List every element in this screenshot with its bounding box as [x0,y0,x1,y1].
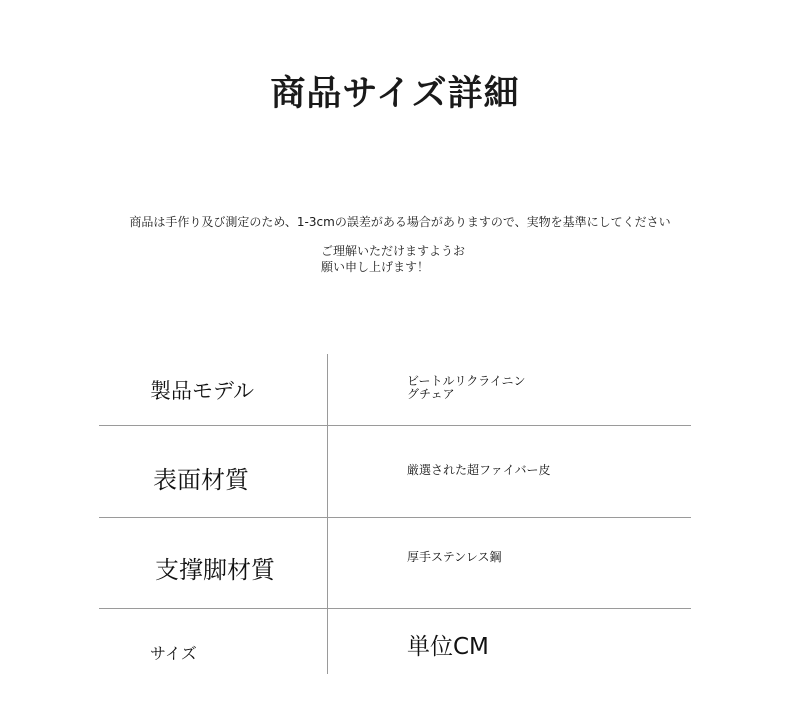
row-divider [99,425,691,426]
row-divider [99,608,691,609]
spec-value-leg-material: 厚手ステンレス鋼 [407,550,502,564]
spec-label-model: 製品モデル [150,379,254,403]
spec-value-model-line-1: ビートルリクライニン [407,374,526,388]
spec-label-surface-material: 表面材質 [153,466,249,494]
spec-value-model-line-2: グチェア [407,387,455,401]
spec-label-size: サイズ [150,644,197,663]
row-divider [99,517,691,518]
page-title: 商品サイズ詳細 [270,74,520,114]
column-divider [327,354,328,674]
courtesy-line-1: ご理解いただけますようお [321,244,466,258]
spec-value-surface-material: 厳選された超ファイバー皮 [407,463,551,477]
spec-label-leg-material: 支撑脚材質 [155,556,275,584]
measurement-notice: 商品は手作り及び測定のため、1-3cmの誤差がある場合がありますので、実物を基準にしてください [129,215,671,229]
spec-value-size-unit: 単位CM [407,634,489,660]
courtesy-line-2: 願い申し上げます！ [321,260,430,274]
